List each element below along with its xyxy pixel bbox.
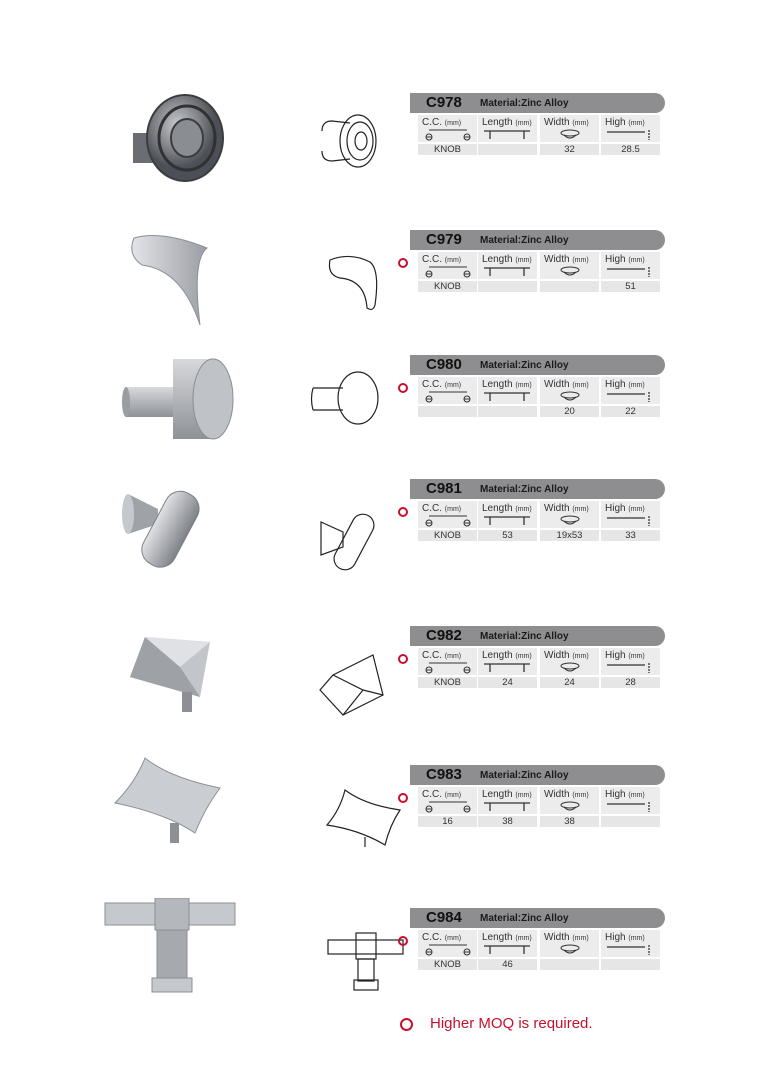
column-label: Width (mm) — [544, 379, 589, 390]
value-length — [478, 406, 537, 417]
spec-table — [410, 765, 665, 829]
value-length — [478, 281, 537, 292]
value-cc — [418, 406, 477, 417]
product-line-drawing — [325, 250, 395, 325]
column-label: C.C. (mm) — [422, 254, 462, 265]
product-code: C983 — [426, 766, 462, 783]
column-length — [478, 252, 537, 279]
spec-header — [410, 765, 665, 785]
column-high — [601, 377, 660, 404]
column-label: C.C. (mm) — [422, 650, 462, 661]
column-label: Length (mm) — [482, 254, 532, 265]
column-width — [540, 501, 599, 528]
value-width: 20 — [540, 406, 599, 417]
value-high — [601, 816, 660, 827]
value-length: 46 — [478, 959, 537, 970]
value-width: 19x53 — [540, 530, 599, 541]
product-photo — [122, 230, 232, 335]
column-label: Width (mm) — [544, 789, 589, 800]
spec-header — [410, 479, 665, 499]
column-label: High (mm) — [605, 503, 645, 514]
moq-marker-icon — [398, 793, 408, 803]
spec-cells — [410, 375, 665, 419]
column-label: High (mm) — [605, 254, 645, 265]
column-width — [540, 787, 599, 814]
value-cc: KNOB — [418, 281, 477, 292]
material-label: Material:Zinc Alloy — [480, 631, 569, 642]
column-length — [478, 501, 537, 528]
product-photo — [118, 355, 238, 450]
spec-header — [410, 626, 665, 646]
column-label: Width (mm) — [544, 932, 589, 943]
column-label: Length (mm) — [482, 503, 532, 514]
value-high: 33 — [601, 530, 660, 541]
value-high — [601, 959, 660, 970]
value-high: 28.5 — [601, 144, 660, 155]
product-line-drawing — [318, 507, 398, 582]
column-high — [601, 787, 660, 814]
spec-table — [410, 626, 665, 690]
column-label: High (mm) — [605, 932, 645, 943]
column-label: C.C. (mm) — [422, 379, 462, 390]
column-high — [601, 501, 660, 528]
column-label: High (mm) — [605, 789, 645, 800]
value-high: 28 — [601, 677, 660, 688]
column-label: Length (mm) — [482, 117, 532, 128]
column-cc — [418, 377, 477, 404]
column-label: Width (mm) — [544, 503, 589, 514]
spec-cells — [410, 250, 665, 294]
column-cc — [418, 501, 477, 528]
column-high — [601, 252, 660, 279]
product-code: C982 — [426, 627, 462, 644]
product-line-drawing — [325, 785, 405, 860]
spec-cells — [410, 113, 665, 157]
value-high: 22 — [601, 406, 660, 417]
column-length — [478, 115, 537, 142]
column-length — [478, 648, 537, 675]
spec-table — [410, 479, 665, 543]
spec-header — [410, 908, 665, 928]
spec-table — [410, 230, 665, 294]
spec-table — [410, 355, 665, 419]
product-photo — [120, 622, 230, 727]
material-label: Material:Zinc Alloy — [480, 770, 569, 781]
column-label: Length (mm) — [482, 379, 532, 390]
moq-marker-icon — [398, 936, 408, 946]
product-line-drawing — [320, 111, 390, 176]
column-width — [540, 648, 599, 675]
column-high — [601, 648, 660, 675]
column-label: C.C. (mm) — [422, 503, 462, 514]
column-cc — [418, 787, 477, 814]
moq-marker-icon — [398, 383, 408, 393]
product-code: C981 — [426, 480, 462, 497]
column-label: Width (mm) — [544, 650, 589, 661]
column-width — [540, 930, 599, 957]
column-length — [478, 787, 537, 814]
column-label: C.C. (mm) — [422, 117, 462, 128]
column-width — [540, 115, 599, 142]
value-cc: KNOB — [418, 677, 477, 688]
material-label: Material:Zinc Alloy — [480, 913, 569, 924]
column-cc — [418, 252, 477, 279]
product-code: C979 — [426, 231, 462, 248]
moq-marker-icon — [398, 507, 408, 517]
material-label: Material:Zinc Alloy — [480, 360, 569, 371]
product-line-drawing — [308, 370, 388, 435]
column-high — [601, 115, 660, 142]
column-width — [540, 252, 599, 279]
value-width: 38 — [540, 816, 599, 827]
column-label: Length (mm) — [482, 650, 532, 661]
material-label: Material:Zinc Alloy — [480, 235, 569, 246]
column-label: C.C. (mm) — [422, 932, 462, 943]
column-label: Length (mm) — [482, 932, 532, 943]
moq-marker-icon — [398, 654, 408, 664]
column-label: C.C. (mm) — [422, 789, 462, 800]
spec-cells — [410, 928, 665, 972]
spec-cells — [410, 646, 665, 690]
column-length — [478, 377, 537, 404]
column-width — [540, 377, 599, 404]
value-cc: 16 — [418, 816, 477, 827]
spec-header — [410, 355, 665, 375]
value-cc: KNOB — [418, 959, 477, 970]
value-length: 24 — [478, 677, 537, 688]
spec-table — [410, 908, 665, 972]
material-label: Material:Zinc Alloy — [480, 98, 569, 109]
value-cc: KNOB — [418, 530, 477, 541]
value-width: 24 — [540, 677, 599, 688]
spec-header — [410, 93, 665, 113]
column-high — [601, 930, 660, 957]
value-high: 51 — [601, 281, 660, 292]
spec-cells — [410, 785, 665, 829]
product-photo — [118, 469, 228, 574]
product-line-drawing — [326, 928, 406, 1003]
product-code: C984 — [426, 909, 462, 926]
column-label: Width (mm) — [544, 117, 589, 128]
column-label: High (mm) — [605, 650, 645, 661]
moq-legend-text: Higher MOQ is required. — [430, 1015, 593, 1032]
column-cc — [418, 648, 477, 675]
moq-marker-icon — [400, 1018, 413, 1031]
value-cc: KNOB — [418, 144, 477, 155]
value-length — [478, 144, 537, 155]
product-photo — [100, 898, 240, 1003]
value-width — [540, 281, 599, 292]
spec-header — [410, 230, 665, 250]
column-cc — [418, 115, 477, 142]
column-label: High (mm) — [605, 117, 645, 128]
column-label: Width (mm) — [544, 254, 589, 265]
moq-marker-icon — [398, 258, 408, 268]
column-label: High (mm) — [605, 379, 645, 390]
column-label: Length (mm) — [482, 789, 532, 800]
product-photo — [115, 93, 225, 198]
value-length: 38 — [478, 816, 537, 827]
material-label: Material:Zinc Alloy — [480, 484, 569, 495]
value-width: 32 — [540, 144, 599, 155]
spec-table — [410, 93, 665, 157]
product-code: C978 — [426, 94, 462, 111]
value-width — [540, 959, 599, 970]
product-photo — [110, 753, 230, 858]
value-length: 53 — [478, 530, 537, 541]
product-code: C980 — [426, 356, 462, 373]
spec-cells — [410, 499, 665, 543]
product-line-drawing — [318, 650, 398, 725]
column-length — [478, 930, 537, 957]
column-cc — [418, 930, 477, 957]
